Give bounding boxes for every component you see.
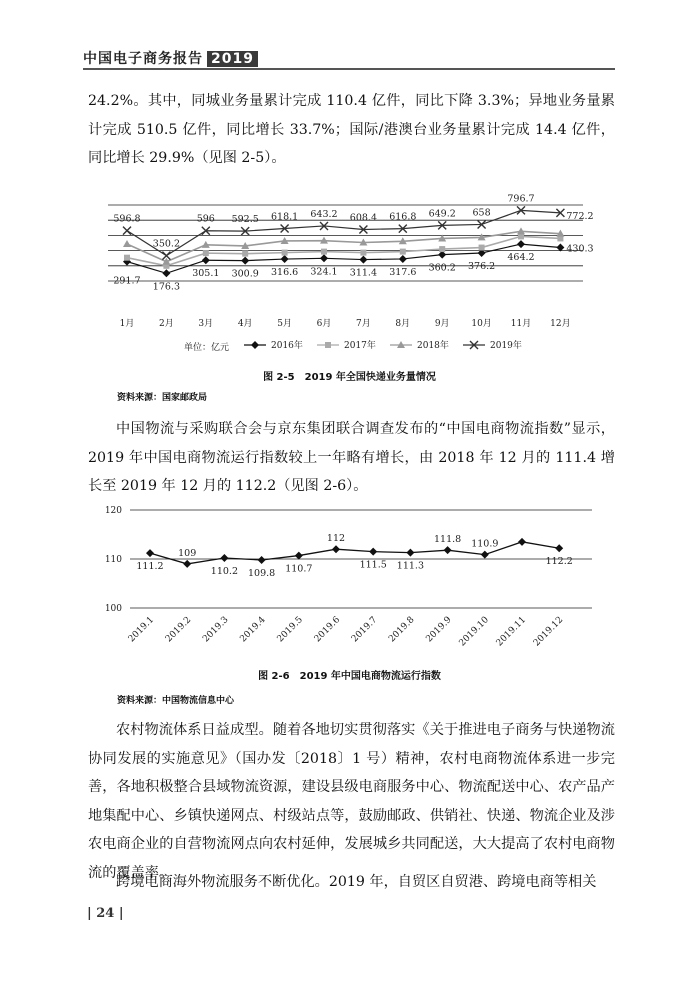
data-point (123, 227, 131, 235)
x-tick-label: 2019.5 (275, 615, 305, 645)
data-point (360, 250, 366, 256)
data-point (258, 556, 266, 564)
data-point (162, 269, 170, 277)
figure-source-2-5: 资料来源：国家邮政局 (117, 393, 208, 403)
y-tick-label: 110 (104, 555, 122, 565)
data-point (400, 249, 406, 255)
data-point (406, 549, 414, 557)
legend-entry (317, 339, 376, 351)
x-tick-label: 2019.2 (163, 615, 194, 645)
express-volume-chart (0, 185, 699, 365)
data-label: 616.8 (389, 211, 417, 223)
x-tick-label: 10月 (471, 319, 492, 329)
x-tick-label: 7月 (356, 319, 371, 329)
data-point (555, 544, 563, 552)
data-point (123, 240, 131, 247)
data-label: 111.5 (359, 559, 387, 571)
data-point (332, 545, 340, 553)
data-point (124, 255, 130, 261)
data-point (202, 256, 210, 264)
data-label: 796.7 (507, 193, 535, 205)
legend-marker (325, 342, 331, 348)
data-point (282, 250, 288, 256)
data-point (320, 254, 328, 262)
legend-marker (251, 341, 259, 349)
x-tick-label: 5月 (277, 319, 292, 329)
x-tick-label: 2019.8 (387, 615, 417, 645)
x-tick-label: 1月 (119, 319, 135, 329)
data-label: 592.5 (231, 214, 259, 226)
data-label: 772.2 (566, 210, 594, 222)
data-label: 324.1 (310, 266, 338, 278)
data-label: 111.3 (396, 560, 425, 572)
data-label: 111.8 (433, 534, 462, 546)
legend-label: 2019年 (490, 341, 522, 351)
x-tick-label: 2019.9 (424, 615, 454, 645)
data-point (220, 554, 228, 562)
data-label: 110.7 (285, 563, 313, 575)
x-tick-label: 2月 (159, 319, 174, 329)
data-point (517, 240, 525, 248)
page-number-value: 24 (96, 906, 115, 921)
data-label: 618.1 (270, 211, 299, 223)
data-label: 112.2 (545, 556, 573, 568)
data-label: 176.3 (152, 281, 181, 293)
x-tick-label: 4月 (237, 319, 253, 329)
x-tick-label: 2019.7 (349, 615, 380, 645)
x-tick-label: 3月 (198, 319, 214, 329)
data-label: 109.8 (247, 567, 276, 579)
running-header (83, 48, 258, 68)
data-label: 110.2 (210, 566, 239, 578)
data-point (183, 560, 191, 568)
x-tick-label: 2019.6 (312, 615, 343, 645)
x-tick-label: 6月 (316, 319, 332, 329)
paragraph-3: 农村物流体系日益成型。随着各地切实贯彻落实《关于推进电子商务与快递物流协同发展的实施意见》（国办发〔2018〕1 号）精神，农村电商物流体系进一步完善，各地积极整合县域物流资源，建设县级电商服务中心、物流配送中心、农产品产地集配中心、乡镇快递网点、村级站点等，鼓励邮政、供销社、快递、物流企业及涉农电商企业的自营物流网点向农村延伸，发展城乡共同配送，大大提高了农村电商物流的覆盖率。 (88, 722, 615, 881)
header-title: 中国电子商务报告 (83, 51, 203, 67)
header-rule (83, 68, 615, 70)
y-tick-label: 120 (104, 506, 122, 516)
data-label: 300.9 (231, 268, 259, 280)
data-point (295, 552, 303, 560)
data-label: 350.2 (152, 238, 181, 250)
x-tick-label: 9月 (434, 319, 450, 329)
data-point (359, 256, 367, 264)
data-point (203, 250, 209, 256)
figure-source-2-6: 资料来源：中国物流信息中心 (117, 696, 235, 706)
data-label: 305.1 (192, 268, 220, 280)
data-label: 643.2 (310, 208, 338, 220)
data-point (439, 246, 445, 252)
paragraph-4: 跨境电商海外物流服务不断优化。2019 年，自贸区自贸港、跨境电商等相关 (116, 874, 597, 890)
unit-label: 单位：亿元 (184, 343, 230, 353)
data-label: 112 (326, 533, 346, 545)
legend-label: 2016年 (271, 341, 303, 351)
data-point (242, 251, 248, 257)
data-point (444, 546, 452, 554)
data-label: 111.2 (136, 561, 164, 573)
paragraph-1: 24.2%。其中，同城业务量累计完成 110.4 亿件，同比下降 3.3%；异地业务量累计完成 510.5 亿件，同比增长 33.7%；国际/港澳台业务量累计完成 14.4 亿件，同比增长 29.9%（见图 2-5）。 (88, 93, 615, 166)
figure-caption-2-6: 图 2-6 2019 年中国电商物流运行指数 (258, 671, 441, 682)
data-label: 376.2 (467, 261, 496, 273)
header-year: 2019 (207, 51, 258, 67)
page-number: | 24 | (87, 906, 124, 921)
legend-entry (390, 339, 449, 351)
data-label: 464.2 (507, 252, 535, 264)
paragraph-2: 中国物流与采购联合会与京东集团联合调查发布的“中国电商物流指数”显示，2019 年中国电商物流运行指数较上一年略有增长，由 2018 年 12 月的 111.4 增长至 2019 年 12 月的 112.2（见图 2-6）。 (88, 421, 615, 494)
data-point (281, 255, 289, 263)
data-label: 109 (178, 547, 197, 559)
legend-label: 2017年 (344, 341, 376, 351)
x-tick-label: 2019.10 (457, 615, 491, 649)
data-point (369, 548, 377, 556)
data-point (481, 551, 489, 559)
data-label: 311.4 (349, 267, 378, 279)
x-tick-label: 11月 (510, 319, 532, 329)
x-tick-label: 2019.3 (201, 615, 231, 645)
y-tick-label: 100 (104, 604, 122, 614)
data-label: 596.8 (113, 213, 141, 225)
x-tick-label: 2019.4 (238, 615, 268, 645)
data-point (399, 255, 407, 263)
data-label: 649.2 (428, 208, 456, 220)
legend-entry (244, 339, 303, 351)
x-tick-label: 2019.12 (531, 615, 566, 649)
ecommerce-logistics-index-chart (0, 502, 699, 652)
data-point (518, 538, 526, 546)
data-label: 430.3 (566, 243, 594, 255)
x-tick-label: 2019.11 (494, 615, 529, 649)
x-tick-label: 8月 (395, 319, 411, 329)
data-label: 608.4 (349, 212, 378, 224)
figure-caption-2-5: 图 2-5 2019 年全国快递业务量情况 (263, 372, 436, 383)
data-point (479, 245, 485, 251)
data-point (146, 549, 154, 557)
legend-entry (463, 339, 522, 351)
x-tick-label: 12月 (550, 319, 571, 329)
x-tick-label: 2019.1 (126, 615, 157, 645)
data-label: 291.7 (113, 275, 141, 287)
data-point (241, 257, 249, 265)
legend-label: 2018年 (417, 341, 449, 351)
data-label: 316.6 (270, 267, 299, 279)
data-label: 596 (196, 213, 215, 225)
data-label: 360.2 (428, 262, 456, 274)
series-line (127, 210, 560, 255)
data-label: 110.9 (471, 538, 499, 550)
data-point (321, 249, 327, 255)
data-label: 658 (472, 207, 491, 219)
data-label: 317.6 (389, 266, 417, 278)
